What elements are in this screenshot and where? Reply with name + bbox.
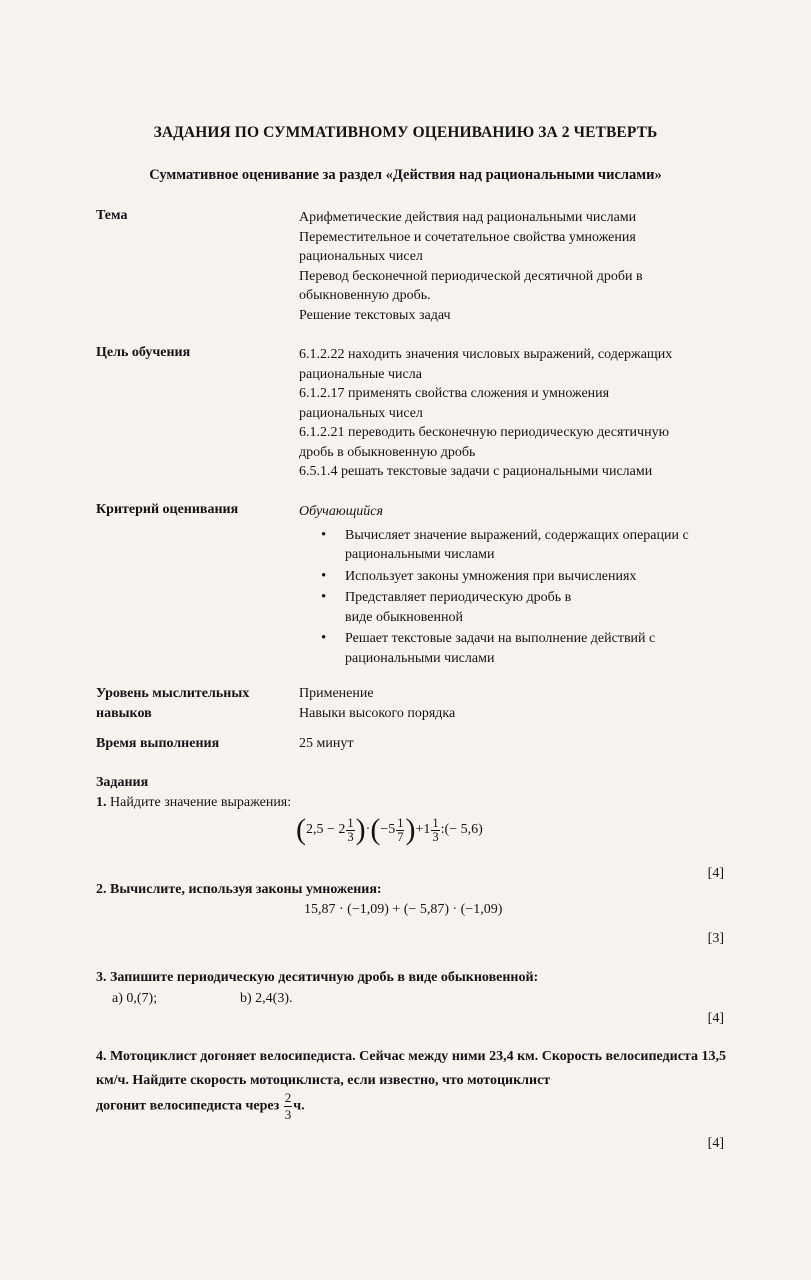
topic-line: Решение текстовых задач (299, 307, 451, 323)
goal-line: 6.1.2.22 находить значения числовых выражений, содержащих (299, 347, 673, 362)
topic-line: рациональных чисел (299, 249, 423, 264)
task-number: 1. (96, 795, 107, 810)
task-number: 4. (96, 1049, 107, 1064)
level-value-line: Применение (299, 686, 374, 701)
fraction: $\frac{2}{3}$ (284, 1090, 292, 1122)
level-label-line: Уровень мыслительных (96, 686, 250, 701)
task-4-score: [4] (707, 1136, 724, 1151)
task-text: Найдите значение выражения: (110, 795, 292, 810)
level-value-line: Навыки высокого порядка (299, 705, 456, 721)
topic-line: обыкновенную дробь. (299, 288, 431, 303)
time-value: 25 минут (299, 736, 354, 751)
task-3-part-b: b) 2,4(3). (240, 991, 293, 1006)
task-1-formula: (2,5 − 2 $\frac{1}{3}$ )·(−5 $\frac{1}{7}$ )+1 $\frac{1}{3}$ :(− 5,6) (296, 813, 483, 846)
criteria-item: • Решает текстовые задачи на выполнение действий с рациональными числами (299, 629, 729, 668)
tasks-heading: Задания (96, 775, 149, 790)
task-3-part-a: a) 0,(7); (112, 991, 158, 1006)
page-title: ЗАДАНИЯ ПО СУММАТИВНОМУ ОЦЕНИВАНИЮ ЗА 2 ЧЕТВЕРТЬ (153, 124, 658, 141)
task-4 (96, 1045, 726, 1093)
fraction: $\frac{1}{3}$ (432, 815, 439, 844)
criteria-intro: Обучающийся (299, 504, 384, 519)
goal-value (299, 345, 739, 482)
task-1-score: [4] (707, 866, 724, 881)
criteria-item: • Представляет периодическую дробь в виде обыкновенной (299, 588, 595, 627)
task-4-last-line: догонит велосипедиста через $\frac{2}{3}$ ч. (96, 1090, 305, 1122)
criteria-item: • Использует законы умножения при вычислениях (299, 567, 729, 587)
task-1 (96, 793, 291, 813)
goal-line: 6.1.2.17 применять свойства сложения и умножения (299, 386, 610, 401)
goal-line: дробь в обыкновенную дробь (299, 444, 476, 460)
goal-label: Цель обучения (96, 345, 191, 360)
time-label: Время выполнения (96, 736, 220, 751)
topic-line: Арифметические действия над рациональными числами (299, 210, 637, 225)
goal-line: 6.5.1.4 решать текстовые задачи с рациональными числами (299, 464, 653, 479)
level-value (299, 684, 739, 723)
topic-line: Переместительное и сочетательное свойства умножения (299, 229, 636, 245)
task-2-formula: 15,87 · (−1,09) + (− 5,87) · (−1,09) (304, 902, 503, 917)
task-text: Запишите периодическую десятичную дробь в виде обыкновенной: (110, 970, 539, 985)
task-text: Вычислите, используя законы умножения: (110, 882, 382, 897)
task-3 (96, 968, 538, 988)
topic-value (299, 208, 739, 325)
task-number: 3. (96, 970, 107, 985)
task-3-score: [4] (707, 1011, 724, 1026)
fraction: $\frac{1}{3}$ (347, 815, 354, 844)
task-2 (96, 880, 382, 900)
criteria-item: • Вычисляет значение выражений, содержащих операции с рациональными числами (299, 526, 729, 565)
task-2-score: [3] (707, 931, 724, 946)
section-subtitle: Суммативное оценивание за раздел «Действия над рациональными числами» (149, 167, 662, 183)
criteria-list (299, 526, 729, 669)
fraction: $\frac{1}{7}$ (397, 815, 404, 844)
topic-line: Перевод бесконечной периодической десятичной дроби в (299, 268, 643, 284)
goal-line: 6.1.2.21 переводить бесконечную периодическую десятичную (299, 425, 670, 440)
criteria-value (299, 502, 729, 670)
task-number: 2. (96, 882, 107, 897)
goal-line: рациональные числа (299, 366, 422, 382)
level-label-line: навыков (96, 705, 152, 721)
criteria-label: Критерий оценивания (96, 502, 239, 517)
task-text: Мотоциклист догоняет велосипедиста. Сейчас между ними 23,4 км. Скорость велосипедиста 13,5 км/ч. Найдите скорость мотоциклиста, если известно, что мотоциклист (96, 1049, 726, 1088)
topic-label: Тема (96, 208, 128, 223)
goal-line: рациональных чисел (299, 405, 423, 421)
level-label (96, 684, 249, 723)
